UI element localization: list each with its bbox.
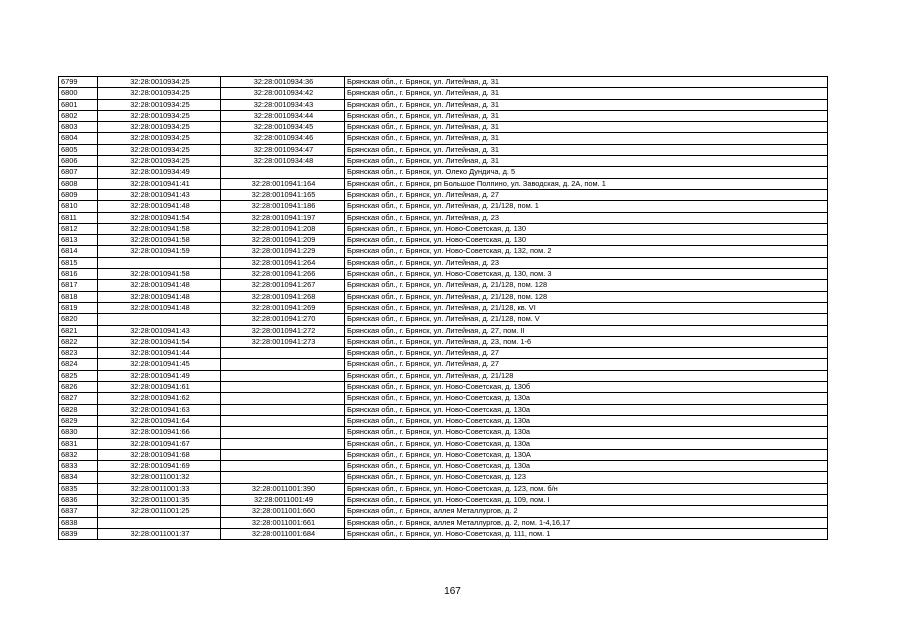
object-number-cell: 32:28:0010941:209	[221, 235, 345, 246]
parcel-number-cell: 32:28:0010941:43	[98, 325, 221, 336]
parcel-number-cell: 32:28:0010934:25	[98, 77, 221, 88]
row-number-cell: 6823	[59, 348, 98, 359]
object-number-cell: 32:28:0010934:43	[221, 99, 345, 110]
row-number-cell: 6833	[59, 461, 98, 472]
table-row	[59, 506, 828, 517]
address-cell: Брянская обл., г. Брянск, ул. Литейная, д. 21/128, пом. V	[345, 314, 828, 325]
table-row	[59, 302, 828, 313]
address-cell: Брянская обл., г. Брянск, ул. Ново-Советская, д. 130а	[345, 415, 828, 426]
parcel-number-cell: 32:28:0010941:66	[98, 427, 221, 438]
row-number-cell: 6813	[59, 235, 98, 246]
row-number-cell: 6835	[59, 483, 98, 494]
object-number-cell: 32:28:0010941:186	[221, 201, 345, 212]
address-cell: Брянская обл., г. Брянск, ул. Ново-Советская, д. 123, пом. б/н	[345, 483, 828, 494]
address-cell: Брянская обл., г. Брянск, ул. Ново-Советская, д. 109, пом. I	[345, 494, 828, 505]
object-number-cell: 32:28:0011001:684	[221, 528, 345, 539]
address-cell: Брянская обл., г. Брянск, ул. Литейная, д. 23	[345, 257, 828, 268]
address-cell: Брянская обл., г. Брянск, ул. Литейная, д. 27, пом. II	[345, 325, 828, 336]
parcel-number-cell: 32:28:0010941:68	[98, 449, 221, 460]
row-number-cell: 6829	[59, 415, 98, 426]
object-number-cell	[221, 449, 345, 460]
row-number-cell: 6819	[59, 302, 98, 313]
table-row	[59, 404, 828, 415]
address-cell: Брянская обл., г. Брянск, ул. Литейная, д. 31	[345, 144, 828, 155]
address-cell: Брянская обл., г. Брянск, ул. Ново-Советская, д. 111, пом. 1	[345, 528, 828, 539]
address-cell: Брянская обл., г. Брянск, ул. Ново-Советская, д. 130а	[345, 404, 828, 415]
table-row	[59, 314, 828, 325]
row-number-cell: 6802	[59, 110, 98, 121]
address-cell: Брянская обл., г. Брянск, аллея Металлургов, д. 2, пом. 1-4,16,17	[345, 517, 828, 528]
object-number-cell: 32:28:0010941:164	[221, 178, 345, 189]
row-number-cell: 6836	[59, 494, 98, 505]
parcel-number-cell: 32:28:0010941:48	[98, 201, 221, 212]
address-cell: Брянская обл., г. Брянск, ул. Литейная, д. 21/128, кв. VI	[345, 302, 828, 313]
row-number-cell: 6837	[59, 506, 98, 517]
parcel-number-cell: 32:28:0010941:64	[98, 415, 221, 426]
address-cell: Брянская обл., г. Брянск, ул. Литейная, д. 21/128, пом. 1	[345, 201, 828, 212]
table-row	[59, 348, 828, 359]
row-number-cell: 6812	[59, 223, 98, 234]
address-cell: Брянская обл., г. Брянск, ул. Литейная, д. 31	[345, 88, 828, 99]
table-row	[59, 77, 828, 88]
address-cell: Брянская обл., г. Брянск, рп Большое Полпино, ул. Заводская, д. 2А, пом. 1	[345, 178, 828, 189]
row-number-cell: 6820	[59, 314, 98, 325]
address-cell: Брянская обл., г. Брянск, ул. Ново-Советская, д. 130	[345, 223, 828, 234]
row-number-cell: 6830	[59, 427, 98, 438]
object-number-cell: 32:28:0010941:273	[221, 336, 345, 347]
object-number-cell	[221, 427, 345, 438]
parcel-number-cell: 32:28:0010934:25	[98, 122, 221, 133]
row-number-cell: 6818	[59, 291, 98, 302]
parcel-number-cell: 32:28:0010941:67	[98, 438, 221, 449]
object-number-cell: 32:28:0010941:272	[221, 325, 345, 336]
table-row	[59, 212, 828, 223]
object-number-cell	[221, 438, 345, 449]
parcel-number-cell: 32:28:0010941:48	[98, 280, 221, 291]
address-cell: Брянская обл., г. Брянск, ул. Литейная, д. 31	[345, 77, 828, 88]
address-cell: Брянская обл., г. Брянск, аллея Металлургов, д. 2	[345, 506, 828, 517]
table-row	[59, 156, 828, 167]
address-cell: Брянская обл., г. Брянск, ул. Литейная, д. 31	[345, 133, 828, 144]
row-number-cell: 6817	[59, 280, 98, 291]
parcel-number-cell: 32:28:0010941:58	[98, 223, 221, 234]
object-number-cell: 32:28:0011001:49	[221, 494, 345, 505]
parcel-number-cell: 32:28:0010941:63	[98, 404, 221, 415]
table-row	[59, 359, 828, 370]
object-number-cell: 32:28:0010941:229	[221, 246, 345, 257]
object-number-cell: 32:28:0011001:390	[221, 483, 345, 494]
row-number-cell: 6806	[59, 156, 98, 167]
row-number-cell: 6826	[59, 382, 98, 393]
table-row	[59, 223, 828, 234]
parcel-number-cell: 32:28:0010941:59	[98, 246, 221, 257]
parcel-number-cell: 32:28:0010934:25	[98, 99, 221, 110]
address-cell: Брянская обл., г. Брянск, ул. Ново-Советская, д. 123	[345, 472, 828, 483]
row-number-cell: 6815	[59, 257, 98, 268]
address-cell: Брянская обл., г. Брянск, ул. Литейная, д. 31	[345, 110, 828, 121]
table-row	[59, 382, 828, 393]
address-cell: Брянская обл., г. Брянск, ул. Ново-Советская, д. 130	[345, 235, 828, 246]
parcel-number-cell: 32:28:0011001:37	[98, 528, 221, 539]
object-number-cell: 32:28:0010934:47	[221, 144, 345, 155]
address-cell: Брянская обл., г. Брянск, ул. Литейная, д. 21/128	[345, 370, 828, 381]
object-number-cell	[221, 382, 345, 393]
object-number-cell: 32:28:0010941:208	[221, 223, 345, 234]
row-number-cell: 6816	[59, 269, 98, 280]
object-number-cell	[221, 348, 345, 359]
table-row	[59, 415, 828, 426]
object-number-cell: 32:28:0010934:42	[221, 88, 345, 99]
object-number-cell: 32:28:0010934:46	[221, 133, 345, 144]
parcel-number-cell	[98, 257, 221, 268]
page-number: 167	[444, 586, 461, 597]
parcel-number-cell: 32:28:0010934:25	[98, 88, 221, 99]
object-number-cell: 32:28:0010934:44	[221, 110, 345, 121]
object-number-cell: 32:28:0010941:267	[221, 280, 345, 291]
table-row	[59, 133, 828, 144]
parcel-number-cell: 32:28:0010941:54	[98, 336, 221, 347]
address-cell: Брянская обл., г. Брянск, ул. Литейная, д. 27	[345, 359, 828, 370]
row-number-cell: 6805	[59, 144, 98, 155]
row-number-cell: 6821	[59, 325, 98, 336]
table-row	[59, 110, 828, 121]
object-number-cell: 32:28:0010941:266	[221, 269, 345, 280]
parcel-number-cell	[98, 314, 221, 325]
object-number-cell	[221, 472, 345, 483]
table-row	[59, 144, 828, 155]
row-number-cell: 6839	[59, 528, 98, 539]
table-row	[59, 393, 828, 404]
object-number-cell	[221, 393, 345, 404]
row-number-cell: 6824	[59, 359, 98, 370]
table-row	[59, 325, 828, 336]
parcel-number-cell: 32:28:0010934:25	[98, 156, 221, 167]
parcel-number-cell: 32:28:0011001:35	[98, 494, 221, 505]
parcel-number-cell: 32:28:0011001:25	[98, 506, 221, 517]
table-row	[59, 280, 828, 291]
object-number-cell: 32:28:0010941:270	[221, 314, 345, 325]
row-number-cell: 6825	[59, 370, 98, 381]
cadastral-table	[58, 76, 828, 540]
row-number-cell: 6808	[59, 178, 98, 189]
parcel-number-cell: 32:28:0010941:45	[98, 359, 221, 370]
row-number-cell: 6822	[59, 336, 98, 347]
row-number-cell: 6810	[59, 201, 98, 212]
object-number-cell: 32:28:0010934:48	[221, 156, 345, 167]
row-number-cell: 6807	[59, 167, 98, 178]
table-row	[59, 257, 828, 268]
row-number-cell: 6803	[59, 122, 98, 133]
row-number-cell: 6828	[59, 404, 98, 415]
address-cell: Брянская обл., г. Брянск, ул. Литейная, д. 21/128, пом. 128	[345, 280, 828, 291]
parcel-number-cell: 32:28:0010941:49	[98, 370, 221, 381]
object-number-cell	[221, 359, 345, 370]
row-number-cell: 6827	[59, 393, 98, 404]
parcel-number-cell: 32:28:0010941:43	[98, 189, 221, 200]
parcel-number-cell: 32:28:0011001:33	[98, 483, 221, 494]
table-row	[59, 201, 828, 212]
address-cell: Брянская обл., г. Брянск, ул. Ново-Советская, д. 130А	[345, 449, 828, 460]
table-row	[59, 88, 828, 99]
table-row	[59, 99, 828, 110]
row-number-cell: 6834	[59, 472, 98, 483]
table-body	[59, 77, 828, 540]
object-number-cell: 32:28:0010941:197	[221, 212, 345, 223]
address-cell: Брянская обл., г. Брянск, ул. Литейная, д. 31	[345, 99, 828, 110]
address-cell: Брянская обл., г. Брянск, ул. Ново-Советская, д. 130а	[345, 438, 828, 449]
parcel-number-cell: 32:28:0010941:54	[98, 212, 221, 223]
address-cell: Брянская обл., г. Брянск, ул. Ново-Советская, д. 130, пом. 3	[345, 269, 828, 280]
row-number-cell: 6811	[59, 212, 98, 223]
parcel-number-cell	[98, 517, 221, 528]
address-cell: Брянская обл., г. Брянск, ул. Литейная, д. 23	[345, 212, 828, 223]
table-row	[59, 336, 828, 347]
object-number-cell	[221, 415, 345, 426]
table-row	[59, 483, 828, 494]
address-cell: Брянская обл., г. Брянск, ул. Литейная, д. 31	[345, 156, 828, 167]
address-cell: Брянская обл., г. Брянск, ул. Литейная, д. 27	[345, 189, 828, 200]
address-cell: Брянская обл., г. Брянск, ул. Олеко Дундича, д. 5	[345, 167, 828, 178]
parcel-number-cell: 32:28:0010941:41	[98, 178, 221, 189]
row-number-cell: 6832	[59, 449, 98, 460]
parcel-number-cell: 32:28:0010934:25	[98, 133, 221, 144]
parcel-number-cell: 32:28:0010941:58	[98, 235, 221, 246]
object-number-cell: 32:28:0010934:45	[221, 122, 345, 133]
row-number-cell: 6799	[59, 77, 98, 88]
object-number-cell: 32:28:0010941:165	[221, 189, 345, 200]
table-row	[59, 528, 828, 539]
row-number-cell: 6804	[59, 133, 98, 144]
row-number-cell: 6801	[59, 99, 98, 110]
table-row	[59, 461, 828, 472]
object-number-cell: 32:28:0010934:36	[221, 77, 345, 88]
table-row	[59, 494, 828, 505]
parcel-number-cell: 32:28:0010941:58	[98, 269, 221, 280]
address-cell: Брянская обл., г. Брянск, ул. Литейная, д. 21/128, пом. 128	[345, 291, 828, 302]
table-row	[59, 427, 828, 438]
object-number-cell	[221, 461, 345, 472]
address-cell: Брянская обл., г. Брянск, ул. Ново-Советская, д. 130б	[345, 382, 828, 393]
parcel-number-cell: 32:28:0010941:62	[98, 393, 221, 404]
address-cell: Брянская обл., г. Брянск, ул. Ново-Советская, д. 130а	[345, 393, 828, 404]
parcel-number-cell: 32:28:0010941:44	[98, 348, 221, 359]
table-row	[59, 449, 828, 460]
parcel-number-cell: 32:28:0010941:69	[98, 461, 221, 472]
row-number-cell: 6800	[59, 88, 98, 99]
address-cell: Брянская обл., г. Брянск, ул. Литейная, д. 23, пом. 1-6	[345, 336, 828, 347]
address-cell: Брянская обл., г. Брянск, ул. Ново-Советская, д. 130а	[345, 427, 828, 438]
table-row	[59, 246, 828, 257]
row-number-cell: 6838	[59, 517, 98, 528]
object-number-cell: 32:28:0011001:660	[221, 506, 345, 517]
object-number-cell	[221, 370, 345, 381]
table-row	[59, 517, 828, 528]
object-number-cell	[221, 404, 345, 415]
table-row	[59, 189, 828, 200]
parcel-number-cell: 32:28:0010934:25	[98, 144, 221, 155]
object-number-cell: 32:28:0011001:661	[221, 517, 345, 528]
parcel-number-cell: 32:28:0010941:48	[98, 302, 221, 313]
table-row	[59, 178, 828, 189]
object-number-cell: 32:28:0010941:268	[221, 291, 345, 302]
row-number-cell: 6809	[59, 189, 98, 200]
object-number-cell: 32:28:0010941:264	[221, 257, 345, 268]
table-row	[59, 472, 828, 483]
table-row	[59, 269, 828, 280]
row-number-cell: 6814	[59, 246, 98, 257]
parcel-number-cell: 32:28:0010941:48	[98, 291, 221, 302]
parcel-number-cell: 32:28:0010934:49	[98, 167, 221, 178]
table-row	[59, 122, 828, 133]
table-row	[59, 370, 828, 381]
address-cell: Брянская обл., г. Брянск, ул. Ново-Советская, д. 132, пом. 2	[345, 246, 828, 257]
parcel-number-cell: 32:28:0010941:61	[98, 382, 221, 393]
parcel-number-cell: 32:28:0011001:32	[98, 472, 221, 483]
table-row	[59, 167, 828, 178]
address-cell: Брянская обл., г. Брянск, ул. Литейная, д. 27	[345, 348, 828, 359]
object-number-cell: 32:28:0010941:269	[221, 302, 345, 313]
table-row	[59, 291, 828, 302]
row-number-cell: 6831	[59, 438, 98, 449]
object-number-cell	[221, 167, 345, 178]
table-row	[59, 235, 828, 246]
table-row	[59, 438, 828, 449]
address-cell: Брянская обл., г. Брянск, ул. Ново-Советская, д. 130а	[345, 461, 828, 472]
parcel-number-cell: 32:28:0010934:25	[98, 110, 221, 121]
address-cell: Брянская обл., г. Брянск, ул. Литейная, д. 31	[345, 122, 828, 133]
